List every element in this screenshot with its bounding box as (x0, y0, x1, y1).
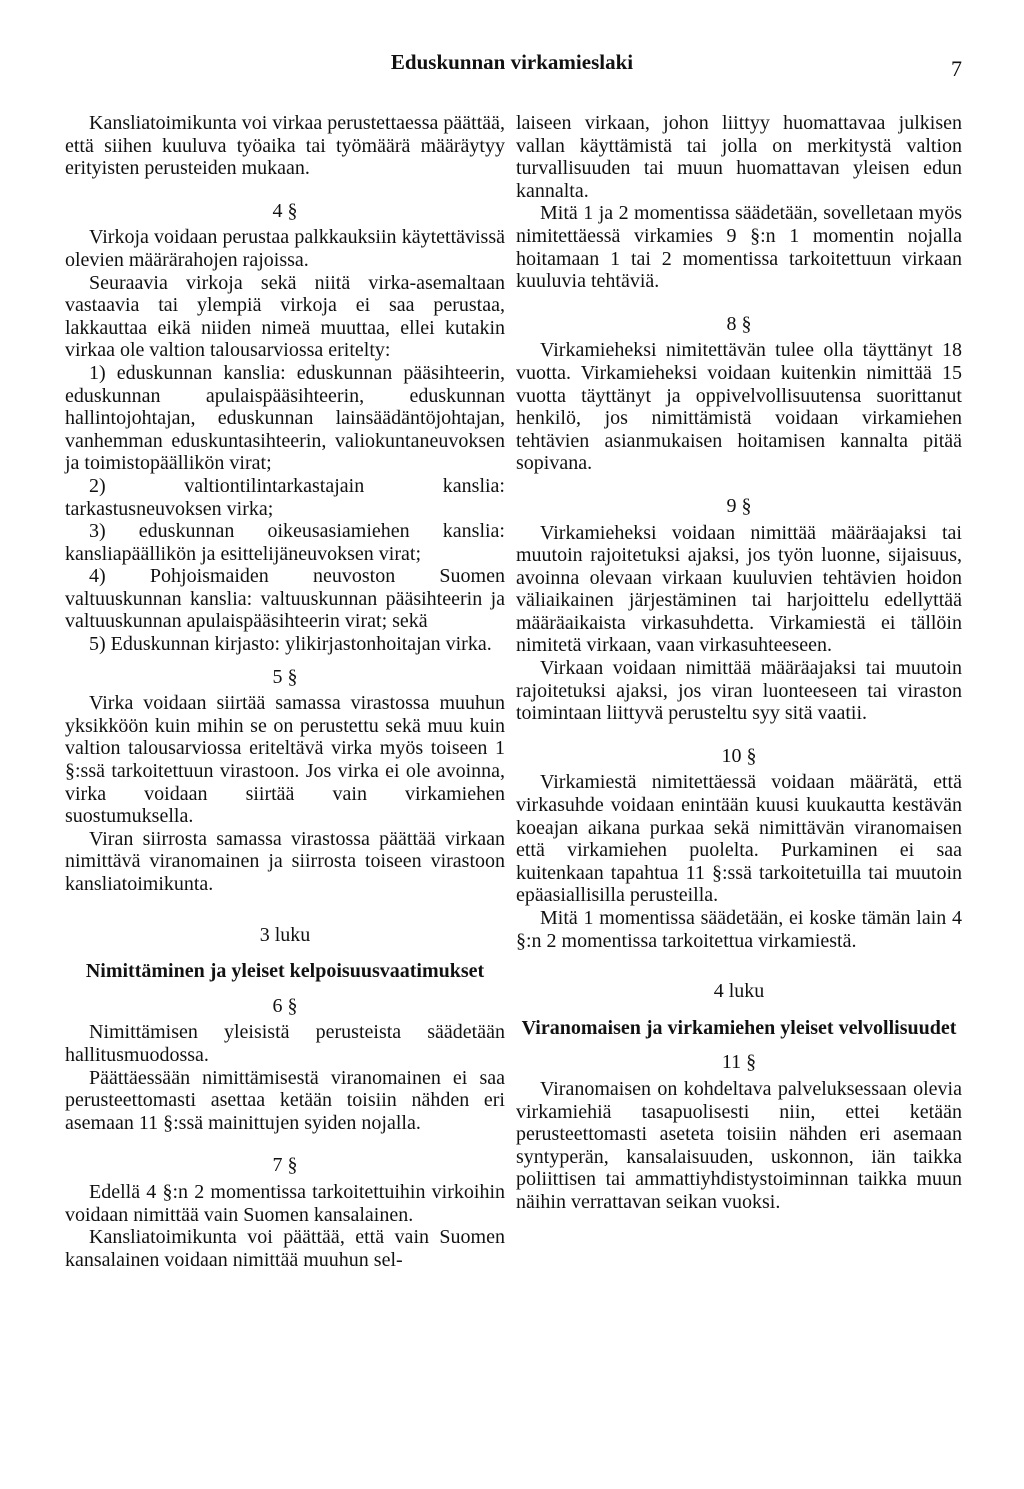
paragraph: Nimittämisen yleisistä perusteista säädetään hallitusmuodossa. (65, 1021, 505, 1066)
paragraph: Mitä 1 ja 2 momentissa säädetään, sovelletaan myös nimitettäessä virkamies 9 §:n 1 momentin nojalla hoitamaan 1 tai 2 momentissa tarkoitettuun virkaan kuuluvia tehtäviä. (516, 202, 962, 293)
section-heading-6: 6 § (272, 994, 298, 1017)
paragraph: laiseen virkaan, johon liittyy huomattavaa julkisen vallan käyttämistä tai jolla on merkitystä valtion turvallisuuden tai muun huomattavan yleisen edun kannalta. (516, 112, 962, 202)
paragraph: Virka voidaan siirtää samassa virastossa muuhun yksikköön kuin mihin se on perustettu sekä muu kuin valtion talousarviossa eriteltävä virka myös toiseen 1 §:ssä tarkoitettuun virastoon. Jos virka ei ole avoinna, virka voidaan siirtää vain virkamiehen suostumuksella. (65, 692, 505, 828)
list-item: 4) Pohjoismaiden neuvoston Suomen valtuuskunnan kanslia: valtuuskunnan pääsihteerin ja valtuuskunnan apulaispääsihteerin virat; sekä (65, 565, 505, 633)
running-header: Eduskunnan virkamieslaki (390, 50, 634, 74)
left-column (65, 112, 505, 1271)
section-heading-8: 8 § (726, 312, 752, 335)
chapter-number: 4 luku (713, 980, 765, 1003)
page-number: 7 (951, 56, 962, 81)
paragraph: Mitä 1 momentissa säädetään, ei koske tämän lain 4 §:n 2 momentissa tarkoitettua virkamiestä. (516, 907, 962, 952)
paragraph: Seuraavia virkoja sekä niitä virka-asemaltaan vastaavia tai ylempiä virkoja ei saa perustaa, lakkauttaa eikä niiden nimeä muuttaa, ellei kutakin virkaa ole valtion talousarviossa eritelty: (65, 271, 505, 362)
paragraph: Kansliatoimikunta voi virkaa perustettaessa päättää, että siihen kuuluva työaika tai työmäärä määräytyy erityisten perusteiden mukaan. (65, 112, 505, 180)
section-heading-11: 11 § (721, 1051, 757, 1074)
paragraph: Virkamieheksi nimitettävän tulee olla täyttänyt 18 vuotta. Virkamieheksi voidaan kuitenkin nimittää 15 vuotta täyttänyt ja oppivelvollisuutensa suorittanut henkilö, jos nimittämistä voidaan virkamiehen tehtävien asianmukaisen hoitamisen kannalta pitää sopivana. (516, 339, 962, 475)
paragraph: Edellä 4 §:n 2 momentissa tarkoitettuihin virkoihin voidaan nimittää vain Suomen kansalainen. (65, 1180, 505, 1226)
list-item: 1) eduskunnan kanslia: eduskunnan pääsihteerin, eduskunnan apulaispääsihteerin, eduskunnan hallintojohtajan, eduskunnan lainsäädäntöjohtajan, vanhemman eduskuntasihteerin, valiokuntaneuvoksen ja toimistopäällikön virat; (65, 361, 505, 475)
paragraph: Virkoja voidaan perustaa palkkauksiin käytettävissä olevien määrärahojen rajoissa. (65, 226, 505, 271)
section-heading-7: 7 § (272, 1154, 298, 1177)
section-heading-10: 10 § (721, 744, 757, 767)
chapter-number: 3 luku (259, 923, 311, 946)
paragraph: Päättäessään nimittämisestä viranomainen ei saa perusteettomasti asettaa ketään toisiin nähden eri asemaan 11 §:ssä mainittujen syiden nojalla. (65, 1066, 505, 1134)
section-heading-9: 9 § (726, 494, 752, 517)
section-heading-5: 5 § (272, 665, 298, 688)
list-item: 2) valtiontilintarkastajain kanslia: tarkastusneuvoksen virka; (65, 474, 505, 520)
list-item: 5) Eduskunnan kirjasto: ylikirjastonhoitajan virka. (89, 633, 492, 656)
chapter-title: Nimittäminen ja yleiset kelpoisuusvaatimukset (85, 960, 485, 983)
chapter-title: Viranomaisen ja virkamiehen yleiset velvollisuudet (521, 1016, 957, 1039)
paragraph: Virkamieheksi voidaan nimittää määräajaksi tai muutoin rajoitetuksi ajaksi, jos työn luonne, sijaisuus, avoinna olevaan virkaan kuuluvien tehtävien hoidon väliaikainen järjestäminen tai harjoittelu edellyttää määräaikaista virkasuhdetta. Virkamiestä ei tällöin nimitetä virkaan, vaan virkasuhteeseen. (516, 521, 962, 657)
paragraph: Viranomaisen on kohdeltava palveluksessaan olevia virkamiehiä tasapuolisesti niin, ettei ketään perusteettomasti aseteta toisiin nähden eri asemaan syntyperän, kansalaisuuden, uskonnon, iän taikka poliittisen tai ammattiyhdistystoiminnan taikka muun näihin verrattavan seikan vuoksi. (516, 1077, 962, 1213)
paragraph: Kansliatoimikunta voi päättää, että vain Suomen kansalainen voidaan nimittää muuhun sel- (65, 1226, 505, 1271)
right-column (516, 112, 962, 1214)
paragraph: Virkamiestä nimitettäessä voidaan määrätä, että virkasuhde voidaan enintään kuusi kuukautta kestävän koeajan aikana purkaa sekä nimittävän viranomaisen että virkamiehen puolelta. Purkaminen ei saa kuitenkaan tapahtua 11 §:ssä tarkoitetuilla tai muutoin epäasiallisilla perusteilla. (516, 771, 962, 907)
list-item: 3) eduskunnan oikeusasiamiehen kanslia: kansliapäällikön ja esittelijäneuvoksen virat; (65, 520, 505, 565)
paragraph: Virkaan voidaan nimittää määräajaksi tai muutoin rajoitetuksi ajaksi, jos viran luonteeseen tai viraston toimintaan liittyvä perusteltu syy sitä vaatii. (516, 657, 962, 725)
paragraph: Viran siirrosta samassa virastossa päättää virkaan nimittävä viranomainen ja siirrosta toiseen virastoon kansliatoimikunta. (65, 827, 505, 895)
section-heading-4: 4 § (272, 199, 298, 222)
